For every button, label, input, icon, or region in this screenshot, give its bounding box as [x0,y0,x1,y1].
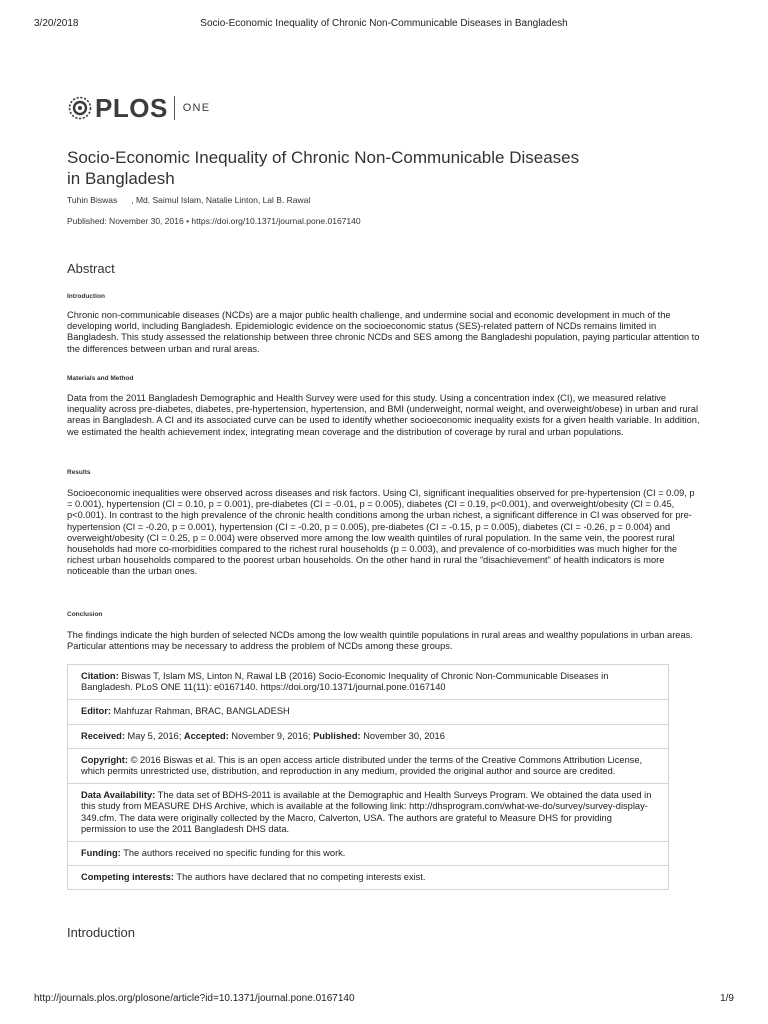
data-availability-row [68,784,668,842]
funding-label: Funding: [81,848,121,859]
competing-interests-text: The authors have declared that no competing interests exist. [176,872,426,883]
plos-logo-icon [67,95,93,121]
editor-row [68,700,668,724]
introduction-text: Chronic non-communicable diseases (NCDs) are a major public health challenge, and undermine social and economic development in much of the developing world, including Bangladesh. Epidemiologic evidence on the socioeconomic status (SES)-related pattern of NCDs remains limited in Bangladesh. This study assessed the relationship between three chronic NCDs and SES among the Bangladeshi population, paying particular attention to the differences between urban and rural areas. [67,310,700,354]
author-others[interactable]: , Md. Saimul Islam, Natalie Linton, Lal B. Rawal [131,195,311,205]
publication-info: Published: November 30, 2016 • https://doi.org/10.1371/journal.pone.0167140 [67,216,361,226]
copyright-row [68,749,668,784]
introduction-heading: Introduction [67,925,135,940]
page-url: http://journals.plos.org/plosone/article?id=10.1371/journal.pone.0167140 [34,993,355,1004]
editor-label: Editor: [81,706,111,717]
dates-row [68,725,668,749]
copyright-text: © 2016 Biswas et al. This is an open access article distributed under the terms of the Creative Commons Attribution License, which permits unrestricted use, distribution, and reproduction in any medium, provided the original author and source are credited. [81,754,643,777]
print-date: 3/20/2018 [34,18,79,29]
competing-interests-row [68,866,668,889]
print-title: Socio-Economic Inequality of Chronic Non-Communicable Diseases in Bangladesh [200,18,568,29]
results-text: Socioeconomic inequalities were observed across diseases and risk factors. Using CI, significant inequalities observed for pre-hypertension (CI = 0.09, p = 0.001), hypertension (CI = 0.10, p = 0.001), pre-diabetes (CI = -0.01, p = 0.005), diabetes (CI = 0.19, p<0.001), and overweight/obesity (CI = 0.45, p<0.001). In contrast to the high prevalence of the chronic health conditions among the urban richest, a significant difference in CI was observed for pre-hypertension (CI = -0.20, p = 0.001), hypertension (CI = -0.20, p = 0.005), pre-diabetes (CI = -0.15, p = 0.005), diabetes (CI = -0.26, p = 0.004) and overweight/obesity (CI = 0.25, p = 0.004) were observed more among the low wealth quintiles of rural population. In the same vein, the poorest rural households had more co-morbidities compared to the richest rural households (p = 0.003), and prevalence of co-morbidities was much higher for the richest urban households compared to the poorest urban households. On the other hand in rural the “disachievement” of health indicators is more noticeable than the urban ones. [67,488,695,577]
citation-row [68,665,668,700]
received-text: May 5, 2016; [127,730,182,741]
conclusion-label: Conclusion [67,611,103,618]
received-label: Received: [81,730,125,741]
abstract-heading: Abstract [67,261,115,276]
accepted-text: November 9, 2016; [231,730,311,741]
introduction-label: Introduction [67,293,105,300]
logo-divider [174,96,175,120]
data-availability-label: Data Availability: [81,790,156,801]
copyright-label: Copyright: [81,754,128,765]
article-title: Socio-Economic Inequality of Chronic Non-Communicable Diseases in Bangladesh [67,148,580,188]
logo-journal-text: ONE [182,102,211,114]
citation-text: Biswas T, Islam MS, Linton N, Rawal LB (2016) Socio-Economic Inequality of Chronic Non-Communicable Diseases in Bangladesh. PLoS ONE 11(11): e0167140. https://doi.org/10.1371/journal.pone.0167140 [81,671,609,693]
article-info-box [67,664,669,890]
plos-one-logo[interactable] [67,92,210,124]
published-label: Published: [313,730,361,741]
methods-label: Materials and Method [67,375,134,382]
funding-text: The authors received no specific funding for this work. [123,848,346,859]
logo-brand-text: PLOS [95,92,168,123]
results-label: Results [67,469,91,476]
author-list [67,195,310,205]
accepted-label: Accepted: [183,730,229,741]
published-text: November 30, 2016 [363,730,445,741]
conclusion-text: The findings indicate the high burden of selected NCDs among the low wealth quintile populations in rural areas and wealthy populations in urban areas. Particular attentions may be necessary to address the problem of NCDs among these groups. [67,630,693,652]
data-availability-text: The data set of BDHS-2011 is available at the Demographic and Health Surveys Program. We obtained the data used in this study from MEASURE DHS Archive, which is available at the following link: http://dhsprogram.com/what-we-do/survey/survey-display-349.cfm. The data were originally collected by the Macro, Calverton, USA. The authors are grateful to Measure DHS for providing permission to use the 2011 Bangladesh DHS data. [81,790,652,834]
editor-text: Mahfuzar Rahman, BRAC, BANGLADESH [113,706,290,717]
author-link[interactable]: Tuhin Biswas [67,195,118,205]
citation-label: Citation: [81,671,119,681]
methods-text: Data from the 2011 Bangladesh Demographic and Health Survey were used for this study. Using a concentration index (CI), we measured relative inequality across pre-diabetes, diabetes, pre-hypertension, hypertension, and BMI (underweight, normal weight, and overweight/obese) in urban and rural areas in Bangladesh. A CI and its associated curve can be used to identify whether socioeconomic inequality exists for a given health variable. In addition, we estimated the health achievement index, integrating mean coverage and the distribution of coverage by rural and urban populations. [67,393,700,437]
competing-interests-label: Competing interests: [81,872,174,883]
page-number: 1/9 [720,993,734,1004]
funding-row [68,842,668,866]
